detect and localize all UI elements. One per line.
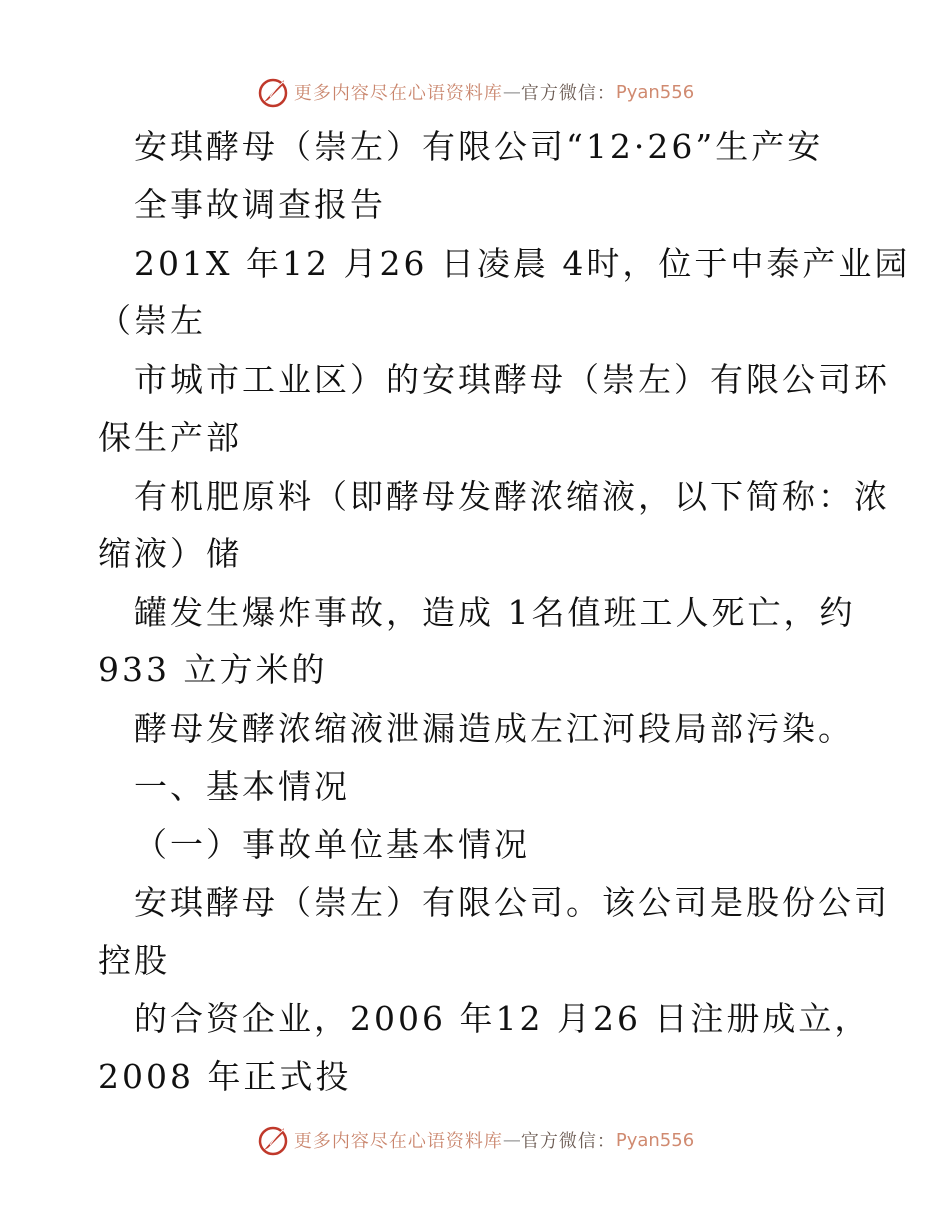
quill-pen-logo-icon xyxy=(256,1123,290,1157)
watermark-separator: — xyxy=(502,81,521,103)
paragraph-line: 201X 年12 月26 日凌晨 4时，位于中泰产业园 xyxy=(134,244,911,283)
paragraph-line: 市城市工业区）的安琪酵母（崇左）有限公司环 xyxy=(134,360,890,399)
footer-watermark xyxy=(0,1120,950,1160)
section-heading: 一、基本情况 xyxy=(134,767,350,806)
paragraph-line: 有机肥原料（即酵母发酵浓缩液，以下简称：浓 xyxy=(134,477,890,516)
paragraph-line: 罐发生爆炸事故，造成 1名值班工人死亡，约 xyxy=(134,593,856,632)
watermark-wechat-id: Pyan556 xyxy=(615,81,695,103)
subsection-heading: （一）事故单位基本情况 xyxy=(134,825,530,864)
paragraph-line: 保生产部 xyxy=(98,418,242,457)
watermark-main-text: 更多内容尽在心语资料库 xyxy=(293,1131,503,1152)
paragraph-line: （崇左 xyxy=(98,301,206,340)
paragraph-line: 缩液）储 xyxy=(98,534,242,573)
paragraph-line: 2008 年正式投 xyxy=(98,1057,352,1096)
paragraph-line: 酵母发酵浓缩液泄漏造成左江河段局部污染。 xyxy=(134,709,854,748)
document-title-line: 安琪酵母（崇左）有限公司“12·26”生产安 xyxy=(134,127,824,166)
paragraph-line: 安琪酵母（崇左）有限公司。该公司是股份公司 xyxy=(134,883,890,922)
watermark-main-text: 更多内容尽在心语资料库 xyxy=(293,83,503,104)
watermark-wechat-id: Pyan556 xyxy=(615,1129,695,1151)
paragraph-line: 控股 xyxy=(98,941,170,980)
watermark-wechat-label: 官方微信： xyxy=(520,1131,616,1152)
document-title-line: 全事故调查报告 xyxy=(134,185,386,224)
watermark-separator: — xyxy=(502,1129,521,1151)
paragraph-line: 的合资企业，2006 年12 月26 日注册成立， xyxy=(134,999,871,1038)
watermark-wechat-label: 官方微信： xyxy=(520,83,616,104)
paragraph-line: 933 立方米的 xyxy=(98,650,328,689)
